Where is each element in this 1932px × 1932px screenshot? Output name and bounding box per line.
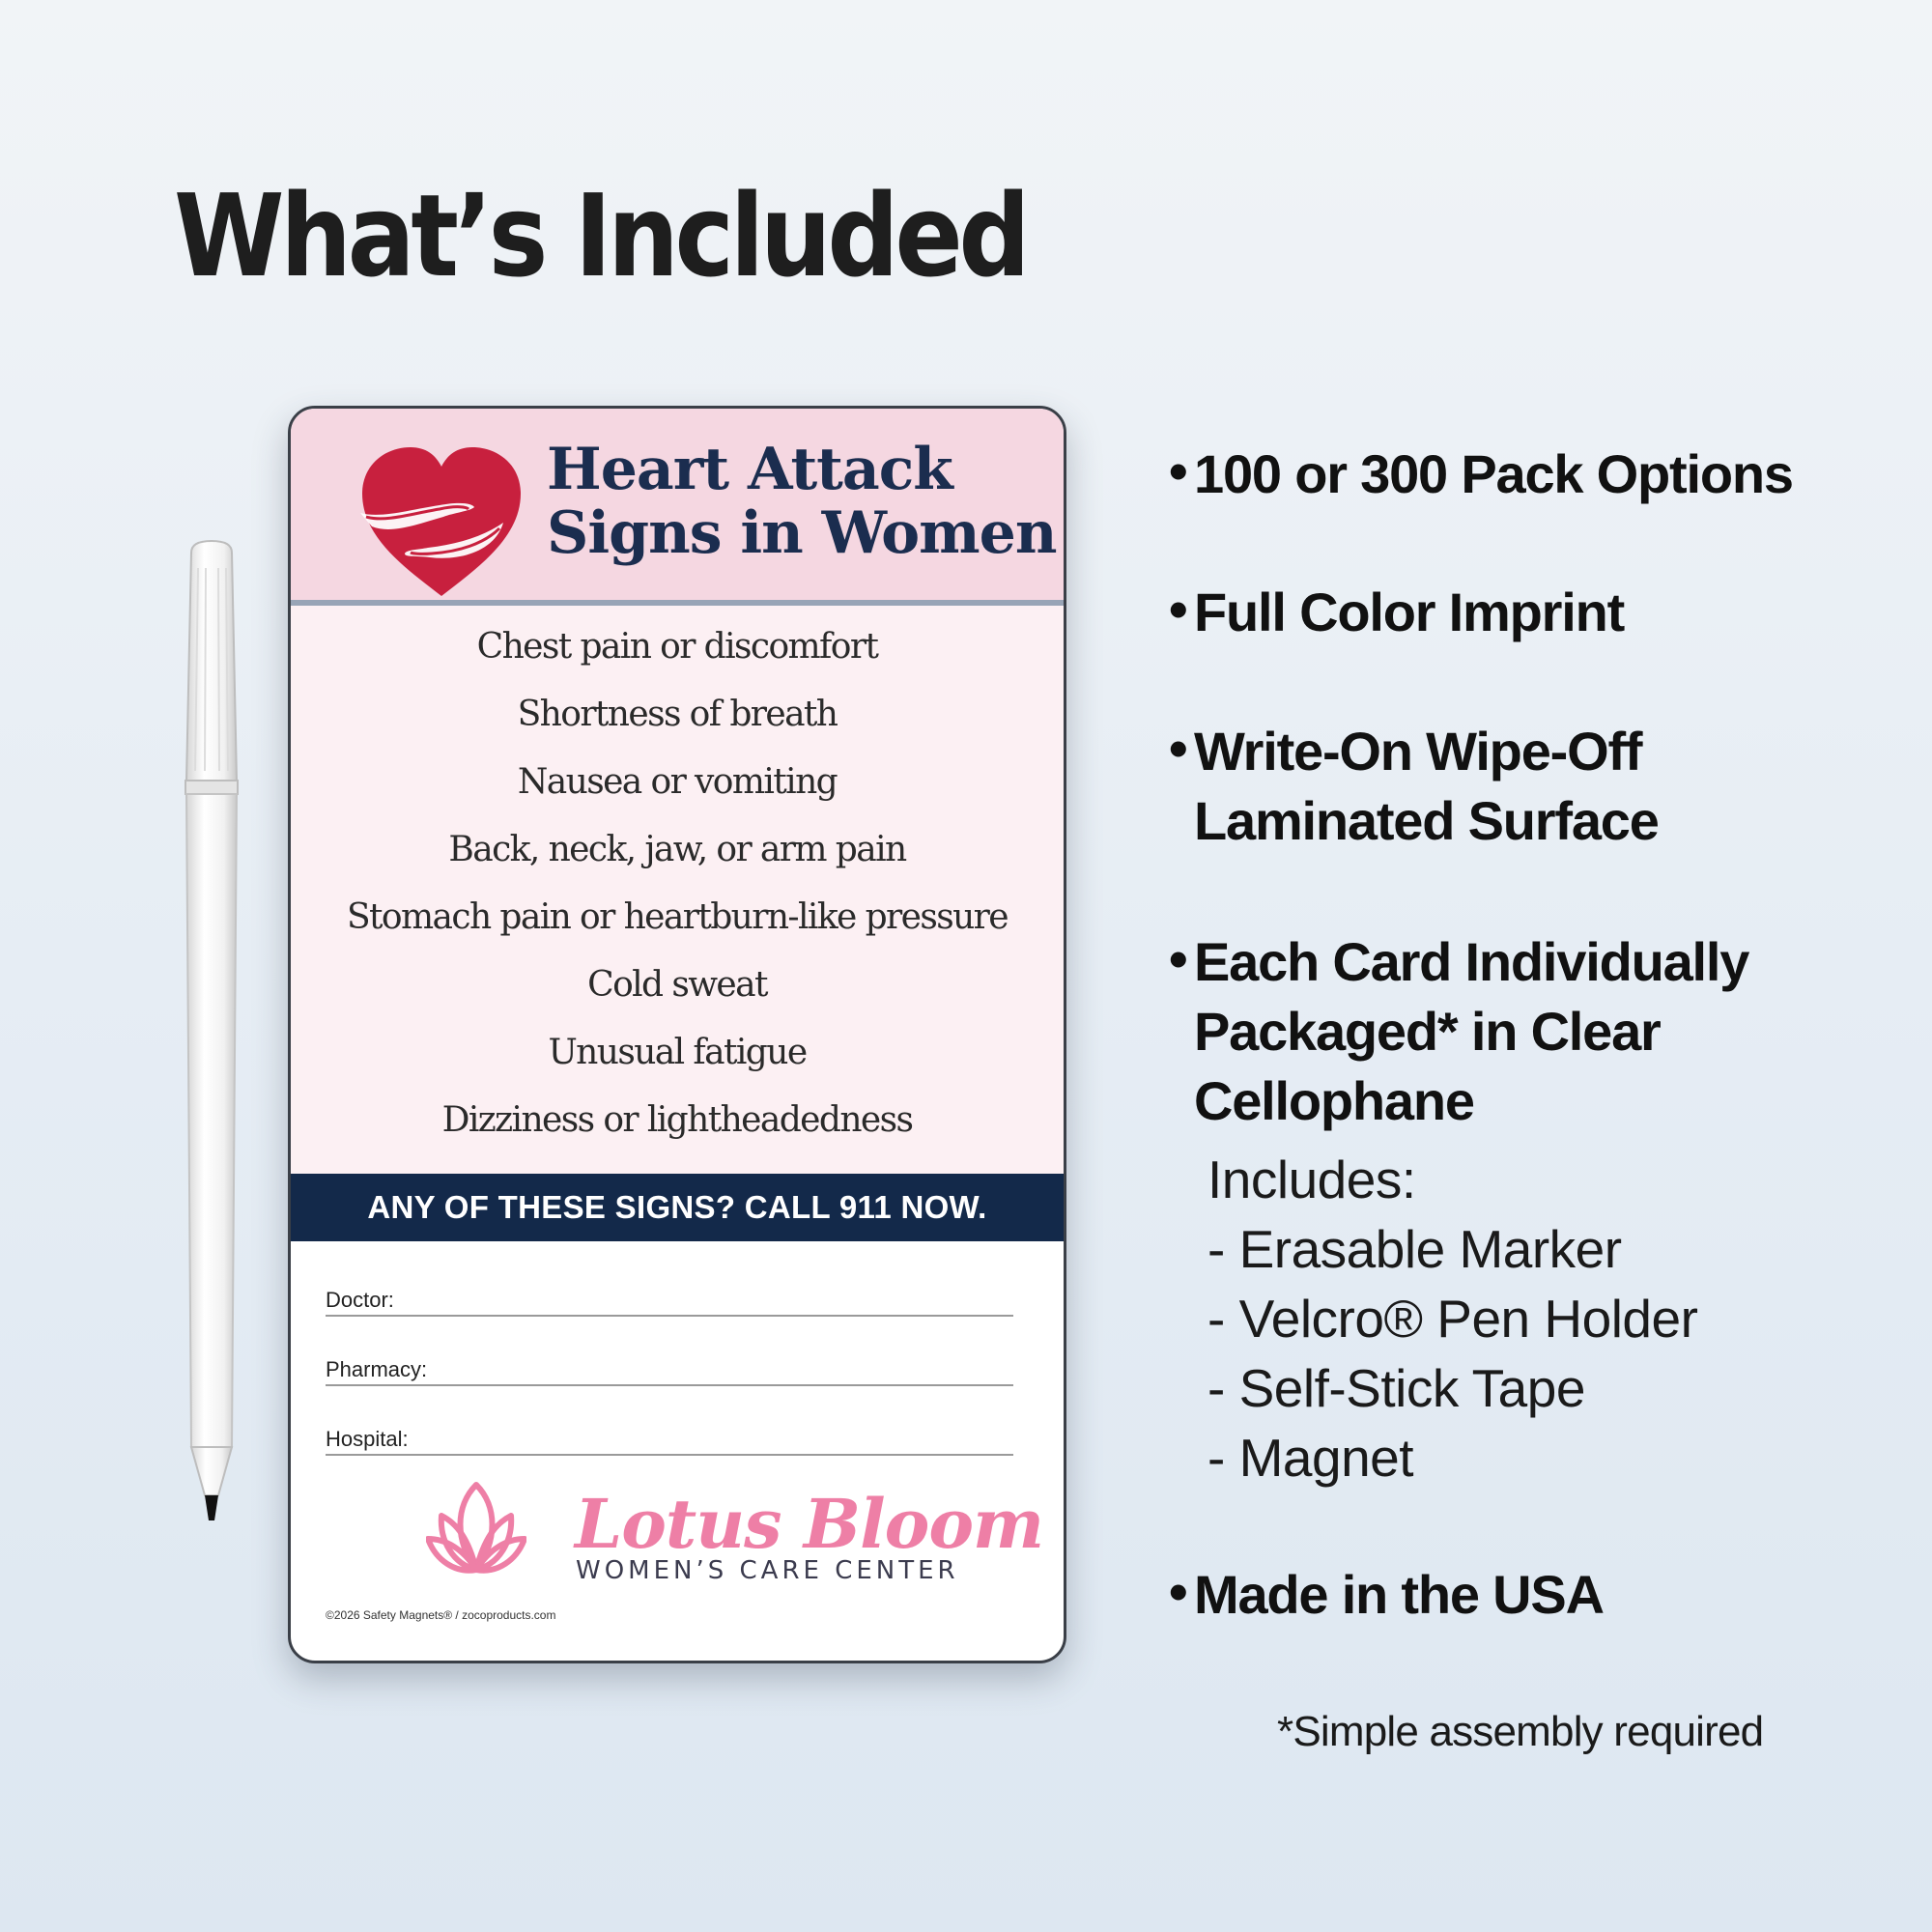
sign-item: Shortness of breath [517, 695, 838, 734]
sign-item: Nausea or vomiting [517, 762, 838, 802]
copyright-text: ©2026 Safety Magnets® / zocoproducts.com [326, 1608, 556, 1622]
includes-heading: Includes: [1208, 1150, 1416, 1209]
brand-name: Lotus Bloom [575, 1484, 1044, 1564]
feature-line: Each Card Individually [1194, 931, 1749, 992]
card-title [547, 438, 1056, 565]
includes-item: - Erasable Marker [1208, 1219, 1622, 1279]
assembly-footnote: *Simple assembly required [1277, 1708, 1764, 1755]
signs-list [291, 606, 1064, 1174]
sign-item: Unusual fatigue [548, 1033, 807, 1072]
bullet-icon: • [1169, 579, 1188, 639]
doctor-field[interactable] [326, 1276, 1013, 1317]
feature-line: Cellophane [1194, 1070, 1474, 1131]
feature-line: Made in the USA [1194, 1564, 1604, 1625]
includes-item: - Magnet [1208, 1428, 1414, 1488]
sign-item: Cold sweat [587, 965, 767, 1005]
brand-tagline: WOMEN’S CARE CENTER [576, 1556, 959, 1585]
feature-line: Write-On Wipe-Off [1194, 721, 1642, 781]
hospital-label: Hospital: [326, 1427, 409, 1451]
feature-line: Laminated Surface [1194, 790, 1659, 851]
includes-list [1208, 1145, 1697, 1492]
hospital-field[interactable] [326, 1415, 1013, 1456]
doctor-label: Doctor: [326, 1288, 394, 1312]
marker-pen-image [182, 539, 242, 1524]
pharmacy-field[interactable] [326, 1346, 1013, 1386]
page-headline: What’s Included [174, 169, 1027, 302]
sign-item: Chest pain or discomfort [476, 627, 878, 667]
pharmacy-label: Pharmacy: [326, 1357, 428, 1381]
bullet-icon: • [1169, 928, 1188, 989]
heart-attack-signs-card [288, 406, 1066, 1663]
sign-item: Stomach pain or heartburn-like pressure [347, 897, 1008, 937]
card-title-line-2: Signs in Women [547, 499, 1057, 567]
call-911-banner: ANY OF THESE SIGNS? CALL 911 NOW. [291, 1174, 1064, 1241]
card-header [291, 409, 1064, 606]
feature-line: Packaged* in Clear [1194, 1001, 1661, 1062]
feature-line: 100 or 300 Pack Options [1194, 443, 1793, 504]
sign-item: Dizziness or lightheadedness [441, 1100, 913, 1140]
bullet-icon: • [1169, 1561, 1188, 1622]
feature-line: Full Color Imprint [1194, 582, 1625, 642]
card-title-line-1: Heart Attack [547, 436, 952, 503]
sign-item: Back, neck, jaw, or arm pain [448, 830, 906, 869]
lotus-flower-icon [426, 1481, 526, 1577]
bullet-icon: • [1169, 440, 1188, 501]
bullet-icon: • [1169, 718, 1188, 779]
includes-item: - Velcro® Pen Holder [1208, 1289, 1698, 1349]
heart-hug-logo-icon [358, 443, 525, 598]
includes-item: - Self-Stick Tape [1208, 1358, 1585, 1418]
